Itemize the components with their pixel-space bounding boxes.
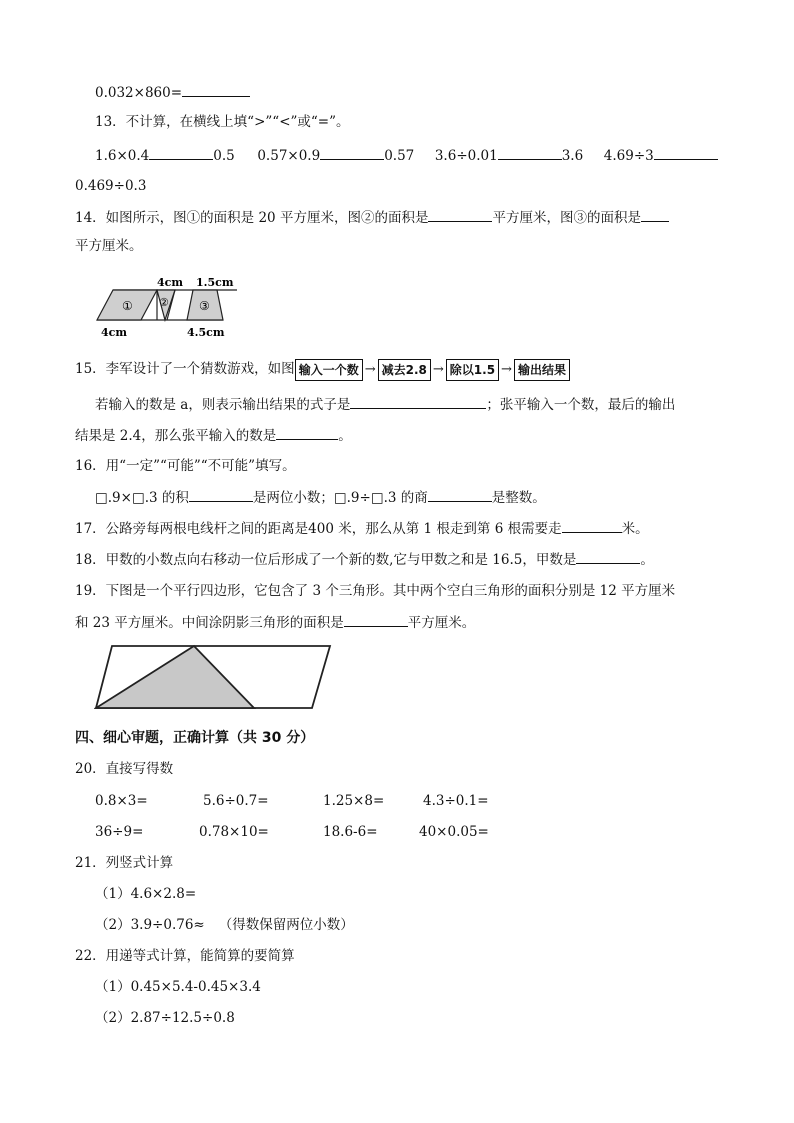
q14-line1: [75, 207, 669, 228]
q20-item: 1.25×8=: [323, 793, 385, 809]
flow-arrow-icon: →: [501, 361, 512, 377]
q15-line2b: ；张平输入一个数，最后的输出: [486, 397, 676, 413]
q16-line: [95, 487, 546, 508]
q15-blank-1[interactable]: [350, 394, 486, 409]
q15-blank-2[interactable]: [276, 425, 338, 440]
q13-item: 3.6: [561, 148, 584, 164]
q15-line1: [75, 357, 570, 382]
fig-label-top-right: 1.5cm: [196, 276, 234, 289]
q12-answer-blank[interactable]: [182, 82, 250, 97]
q12-expression: 0.032×860=: [95, 85, 183, 101]
q21-part-2: （2）3.9÷0.76≈: [95, 917, 205, 933]
q20-item: 5.6÷0.7=: [203, 793, 269, 809]
flow-arrow-icon: →: [364, 361, 376, 377]
q20-item: 18.6-6=: [323, 824, 378, 840]
q15-line2a: 若输入的数是 a，则表示输出结果的式子是: [95, 397, 351, 413]
q20-item: 0.8×3=: [95, 793, 148, 809]
q18-b: 。: [640, 552, 654, 568]
q22-part-2: （2）2.87÷12.5÷0.8: [95, 1010, 235, 1026]
q14-part2: 平方厘米，图③的面积是: [492, 210, 641, 226]
q17-a: 17．公路旁每两根电线杆之间的距离是400 米，那么从第 1 根走到第 6 根需要走: [75, 521, 562, 537]
q21-part-2-note: （得数保留两位小数）: [218, 917, 354, 933]
q14-part1: 14．如图所示，图①的面积是 20 平方厘米，图②的面积是: [75, 210, 429, 226]
q21-stem: 21．列竖式计算: [75, 855, 174, 871]
q17-b: 米。: [621, 521, 649, 537]
q13-blank-1[interactable]: [149, 145, 213, 160]
fig-number-1: ①: [122, 299, 133, 313]
q21-part-2-line: [95, 915, 354, 935]
q15-lead: 15．李军设计了一个猜数游戏，如图: [75, 361, 295, 377]
q19-line1: 19．下图是一个平行四边形，它包含了 3 个三角形。其中两个空白三角形的面积分别是 12 平方厘米: [75, 583, 676, 599]
q17-line: [75, 518, 649, 539]
fig-label-bottom-left: 4cm: [101, 326, 127, 339]
q17-blank[interactable]: [562, 518, 622, 533]
q12-expression-line: [95, 82, 250, 103]
shaded-triangle: [96, 646, 254, 708]
q16-a: □.9×□.3 的积: [95, 490, 189, 506]
fig-number-3: ③: [199, 299, 210, 313]
q14-line2: 平方厘米。: [75, 238, 143, 254]
fig-label-top-left: 4cm: [157, 276, 183, 289]
q13-item: 4.69÷3: [603, 148, 654, 164]
q14-blank-2[interactable]: [641, 207, 669, 222]
q15-line3b: 。: [338, 428, 352, 444]
q16-blank-2[interactable]: [428, 487, 492, 502]
flow-arrow-icon: →: [432, 361, 444, 377]
fig-number-2: ②: [159, 296, 169, 309]
q19-line2a: 和 23 平方厘米。中间涂阴影三角形的面积是: [75, 615, 344, 631]
q13-item: 0.57: [384, 148, 415, 164]
q16-c: 是整数。: [491, 490, 546, 506]
q20-item: 40×0.05=: [419, 824, 489, 840]
flow-box-subtract: 减去2.8: [378, 359, 431, 381]
q21-part-1: （1）4.6×2.8=: [95, 886, 197, 902]
q13-item: 1.6×0.4: [95, 148, 150, 164]
q16-blank-1[interactable]: [189, 487, 253, 502]
flow-box-input: 输入一个数: [295, 359, 363, 381]
q13-item: 0.5: [213, 148, 235, 164]
q13-tail: 0.469÷0.3: [75, 178, 147, 194]
section-4-title: 四、细心审题，正确计算（共 30 分）: [75, 730, 315, 746]
q13-comparisons: [95, 145, 718, 166]
q13-blank-4[interactable]: [654, 145, 718, 160]
q20-item: 36÷9=: [95, 824, 144, 840]
q13-item: 0.57×0.9: [257, 148, 321, 164]
q19-blank[interactable]: [344, 612, 408, 627]
q20-stem: 20．直接写得数: [75, 761, 174, 777]
q15-line3a: 结果是 2.4，那么张平输入的数是: [75, 428, 277, 444]
q13-blank-3[interactable]: [498, 145, 562, 160]
flow-box-divide: 除以1.5: [446, 359, 499, 381]
q20-item: 0.78×10=: [199, 824, 269, 840]
q16-stem: 16．用“一定”“可能”“不可能”填写。: [75, 458, 296, 474]
q15-line3: [75, 425, 352, 446]
q19-parallelogram-figure: [94, 642, 334, 712]
flow-box-output: 输出结果: [514, 359, 570, 381]
q14-blank-1[interactable]: [428, 207, 492, 222]
q14-figure: [95, 270, 240, 342]
q19-line2: [75, 612, 475, 633]
q19-line2b: 平方厘米。: [407, 615, 476, 631]
q15-line2: [95, 394, 675, 415]
q13-stem: 13．不计算，在横线上填“>”“<”或“=”。: [95, 114, 350, 130]
q18-blank[interactable]: [576, 549, 640, 564]
q18-a: 18．甲数的小数点向右移动一位后形成了一个新的数,它与甲数之和是 16.5，甲数是: [75, 552, 577, 568]
q22-stem: 22．用递等式计算，能简算的要简算: [75, 948, 295, 964]
q16-b: 是两位小数；□.9÷□.3 的商: [252, 490, 428, 506]
fig-label-bottom-right: 4.5cm: [187, 326, 225, 339]
q18-line: [75, 549, 654, 570]
q20-item: 4.3÷0.1=: [423, 793, 489, 809]
q22-part-1: （1）0.45×5.4-0.45×3.4: [95, 979, 261, 995]
q13-blank-2[interactable]: [320, 145, 384, 160]
q13-item: 3.6÷0.01: [434, 148, 498, 164]
